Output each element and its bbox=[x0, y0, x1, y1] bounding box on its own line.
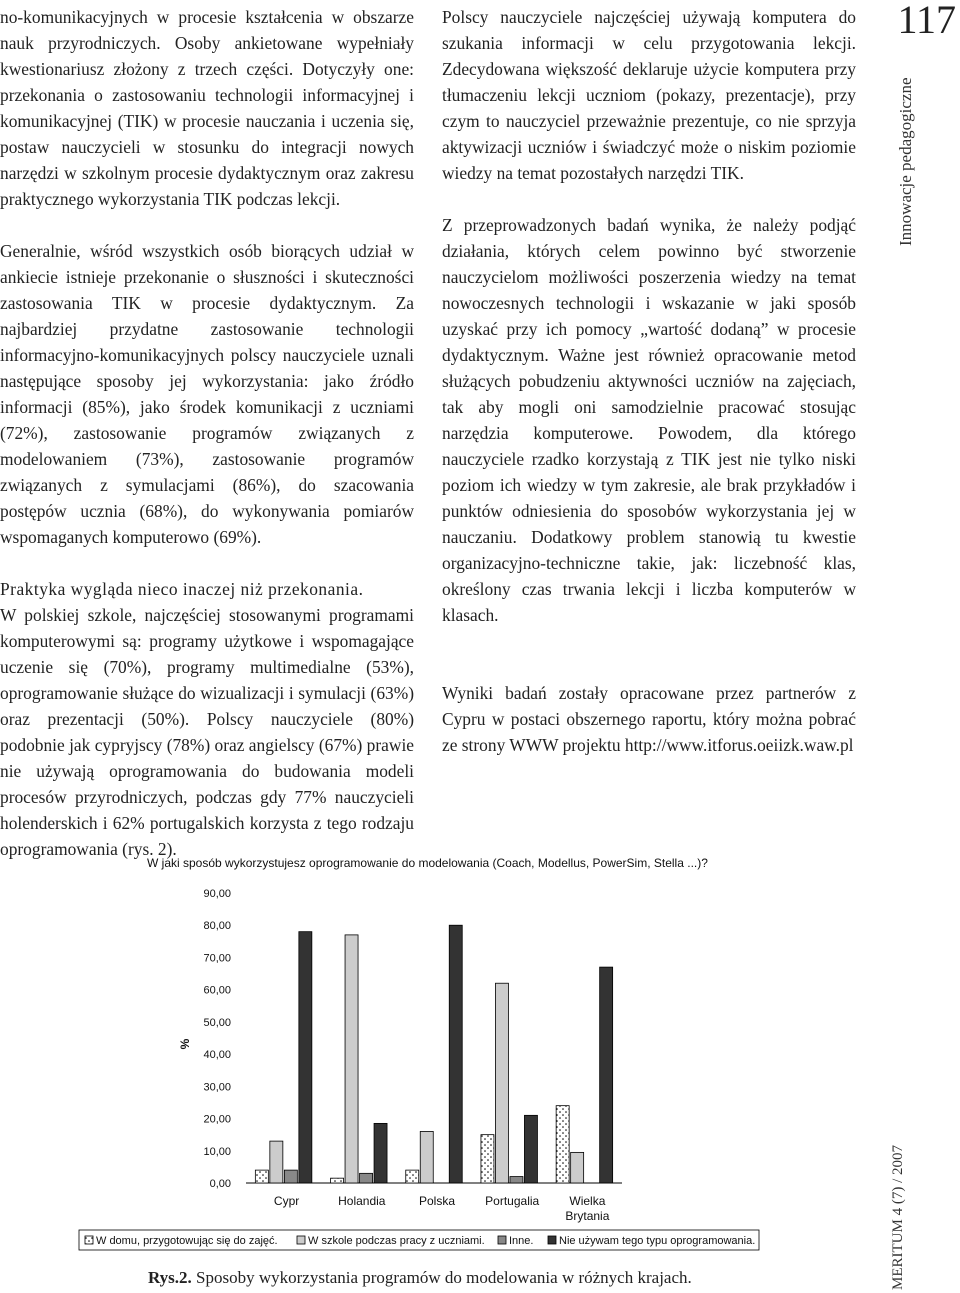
figure-caption bbox=[148, 1266, 868, 1290]
side-journal-footer: MERITUM 4 (7) / 2007 bbox=[890, 1145, 906, 1290]
figure-label: Rys.2. bbox=[148, 1268, 192, 1287]
legend-label: Inne. bbox=[509, 1235, 534, 1247]
y-tick-label: 60,00 bbox=[203, 984, 231, 997]
left-paragraph-3-body: W polskiej szkole, najczęściej stosowanymi programami komputerowymi są: programy użytkowe i wspomagające uczenie się (70%), programy multimedialne (53%), oprogramowanie służące do wizualizacji i symulacji (63%) oraz prezentacji (50%). Polscy nauczyciele (80%) podobnie jak cypryjscy (78%) oraz angielscy (67%) prawie nie używają oprogramowania do budowania modeli procesów przyrodniczych, podczas gdy 77% nauczycieli holenderskich i 62% portugalskich korzysta z tego rodzaju oprogramowania (rys. 2). bbox=[0, 605, 414, 859]
bar bbox=[571, 1152, 584, 1183]
y-tick-label: 50,00 bbox=[203, 1016, 231, 1029]
y-tick-label: 30,00 bbox=[203, 1081, 231, 1094]
legend-swatch bbox=[548, 1236, 556, 1244]
bar bbox=[510, 1177, 523, 1183]
chart-title: W jaki sposób wykorzystujesz oprogramowanie do modelowania (Coach, Modellus, PowerSim, Stella ...)? bbox=[147, 856, 708, 870]
bar bbox=[481, 1135, 494, 1183]
x-tick-label: Holandia bbox=[338, 1194, 386, 1208]
chart-legend bbox=[79, 1230, 759, 1250]
left-paragraph-3 bbox=[0, 576, 414, 862]
right-paragraph-1: Polscy nauczyciele najczęściej używają komputera do szukania informacji w celu przygotowania lekcji. Zdecydowana większość deklaruje użycie komputera przy tłumaczeniu lekcji uczniom (pokazy, prezentacje), przy czym to nauczyciel przeważnie prezentuje, co nie sprzyja aktywizacji uczniów i świadczyć może o niskim poziomie wiedzy na temat pozostałych narzędzi TIK. bbox=[442, 7, 856, 183]
legend-swatch bbox=[297, 1236, 305, 1244]
bar bbox=[556, 1106, 569, 1183]
legend-swatch bbox=[85, 1236, 93, 1244]
figure-caption-text: Sposoby wykorzystania programów do modelowania w różnych krajach. bbox=[191, 1268, 692, 1287]
bar bbox=[374, 1123, 387, 1183]
page-number: 117 bbox=[897, 0, 956, 42]
bar bbox=[284, 1170, 297, 1183]
bar-chart bbox=[0, 840, 960, 1260]
bar bbox=[420, 1131, 433, 1183]
left-paragraph-3-lead: Praktyka wygląda nieco inaczej niż przekonania. bbox=[0, 579, 364, 599]
bar bbox=[270, 1141, 283, 1183]
bar bbox=[299, 932, 312, 1183]
x-tick-label: Brytania bbox=[565, 1209, 610, 1223]
left-paragraph-2: Generalnie, wśród wszystkich osób biorących udział w ankiecie istnieje przekonanie o słuszności i skuteczności zastosowania TIK w procesie dydaktycznym. Za najbardziej przydatne zastosowanie technologii informacyjno-komunikacyjnych polscy nauczyciele uznali następujące sposoby jej wykorzystania: jako źródło informacji (85%), jako środek komunikacji z uczniami (72%), zastosowanie programów związanych z modelowaniem (73%), zastosowanie programów związanych z symulacjami (86%), do szacowania postępów ucznia (68%), do wykonywania pomiarów wspomaganych komputerowo (69%). bbox=[0, 241, 414, 547]
legend-label: W domu, przygotowując się do zajęć. bbox=[96, 1235, 278, 1247]
bar bbox=[345, 935, 358, 1183]
right-paragraph-2: Z przeprowadzonych badań wynika, że należy podjąć działania, których celem powinno być stworzenie nauczycielom możliwości poszerzenia wiedzy na temat nowoczesnych technologii i wskazanie w jaki sposób uzyskać przy ich pomocy „wartość dodaną” w procesie dydaktycznym. Ważne jest również opracowanie metod służących pobudzeniu aktywności uczniów na zajęciach, tak aby mogli oni samodzielnie pracować stosując narzędzia komputerowe. Powodem, dla którego nauczyciele rzadko korzystają z TIK jest nie tylko niski poziom ich wiedzy w tym zakresie, ale brak przykładów i punktów odniesienia do sposobów wykorzystania jej w nauczaniu. Dodatkowy problem stanowią tu kwestie organizacyjno-techniczne takie, jak: liczebność klas, określony czas trwania lekcji i liczba komputerów w klasach. bbox=[442, 215, 856, 625]
y-tick-label: 90,00 bbox=[203, 888, 231, 900]
x-tick-label: Cypr bbox=[273, 1194, 300, 1208]
bar bbox=[495, 983, 508, 1183]
left-paragraph-1: no-komunikacyjnych w procesie kształcenia w obszarze nauk przyrodniczych. Osoby ankietowane wypełniały kwestionariusz złożony z trzech części. Dotyczyły one: przekonania o zastosowaniu technologii informacyjnej i komunikacyjnej (TIK) w procesie nauczania i uczenia się, postaw nauczycieli w stosunku do integracji nowych narzędzi w szkolnym procesie dydaktycznym oraz zakresu praktycznego wykorzystania TIK podczas lekcji. bbox=[0, 7, 414, 209]
left-column bbox=[0, 4, 414, 888]
bar bbox=[449, 925, 462, 1183]
y-axis-label: % bbox=[178, 1038, 192, 1050]
legend-swatch bbox=[498, 1236, 506, 1244]
x-tick-label: Portugalia bbox=[485, 1194, 540, 1208]
right-column bbox=[442, 4, 856, 784]
bar bbox=[331, 1178, 344, 1183]
y-tick-label: 10,00 bbox=[203, 1145, 231, 1158]
x-axis-labels bbox=[274, 1194, 610, 1223]
bar bbox=[406, 1170, 419, 1183]
side-section-title: Innowacje pedagogiczne bbox=[896, 77, 915, 246]
right-paragraph-3: Wyniki badań zostały opracowane przez partnerów z Cypru w postaci obszernego raportu, który można pobrać ze strony WWW projektu http://www.itforus.oeiizk.waw.pl bbox=[442, 683, 856, 755]
y-tick-label: 70,00 bbox=[203, 952, 231, 965]
bars bbox=[255, 925, 612, 1183]
legend-label: W szkole podczas pracy z uczniami. bbox=[308, 1235, 485, 1247]
y-tick-label: 40,00 bbox=[203, 1049, 231, 1062]
bar bbox=[360, 1173, 373, 1183]
x-tick-label: Polska bbox=[418, 1194, 456, 1208]
y-tick-label: 80,00 bbox=[203, 920, 231, 933]
bar bbox=[255, 1170, 268, 1183]
bar bbox=[524, 1115, 537, 1183]
y-tick-label: 20,00 bbox=[203, 1113, 231, 1126]
x-tick-label: Wielka bbox=[569, 1194, 606, 1208]
y-tick-label: 0,00 bbox=[209, 1178, 231, 1190]
legend-label: Nie używam tego typu oprogramowania. bbox=[559, 1235, 756, 1247]
bar bbox=[600, 967, 613, 1183]
y-axis bbox=[178, 888, 622, 1190]
